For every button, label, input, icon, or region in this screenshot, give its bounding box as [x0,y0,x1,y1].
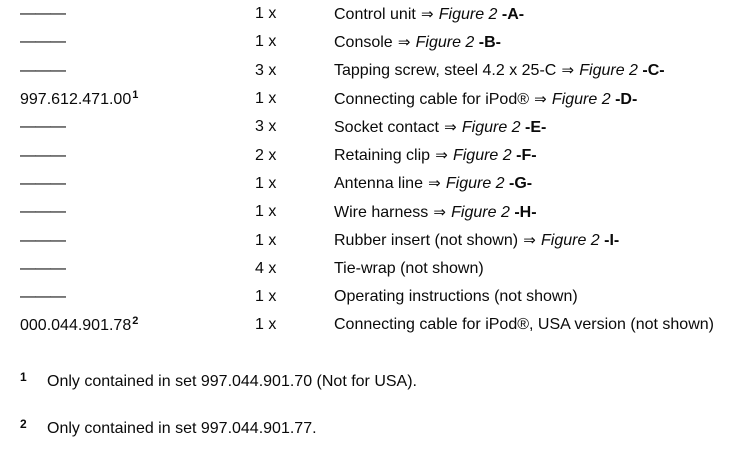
description-text: Operating instructions (not shown) [334,288,578,306]
description [334,226,714,254]
quantity: 1 x [255,231,277,249]
part-number-text: ——— [20,118,65,136]
footnote-number: 1 [20,370,27,384]
description-text: Retaining clip [334,147,431,165]
footnote-text: Only contained in set 997.044.901.77. [47,420,317,437]
parts-row [0,0,714,28]
description-text: Tie-wrap (not shown) [334,259,484,277]
figure-reference: Figure 2 [451,203,510,221]
quantity: 4 x [255,259,277,277]
description [334,0,714,28]
part-number-text: ——— [20,203,65,221]
description [334,57,714,85]
figure-reference: Figure 2 [445,175,505,193]
item-letter: -D- [615,90,638,108]
parts-row [0,311,714,339]
description-text: Connecting cable for iPod®, USA version (not shown) [334,316,714,334]
description-text: Console [334,33,393,51]
arrow-right-icon: ⇒ [519,232,540,250]
part-number [0,255,255,283]
figure-reference: Figure 2 [452,147,512,165]
parts-row [0,113,714,141]
part-number [0,113,255,141]
quantity: 1 x [255,316,277,334]
parts-row [0,283,714,311]
footnote-2 [20,417,317,438]
item-letter: -I- [604,232,620,250]
part-number-text: ——— [20,174,65,192]
item-letter: -C- [642,62,665,80]
part-number [0,28,255,56]
part-number-text: ——— [20,5,65,23]
parts-row [0,198,714,226]
part-number-text: ——— [20,231,65,249]
description [334,28,714,56]
item-letter: -H- [514,203,537,221]
arrow-right-icon: ⇒ [429,203,451,221]
parts-row [0,170,714,198]
description [334,311,714,339]
figure-reference: Figure 2 [551,90,611,108]
description-text: Antenna line [334,175,423,193]
description-text: Wire harness [334,203,429,221]
item-letter: -G- [509,175,533,193]
part-number-text: ——— [20,146,65,164]
part-number-text: 000.044.901.78 [20,317,132,335]
parts-row [0,85,714,113]
part-number [0,226,255,254]
part-number [0,170,255,198]
part-number [0,141,255,169]
description-text: Socket contact [334,118,439,136]
part-number [0,57,255,85]
description-text: Rubber insert (not shown) [334,232,519,250]
item-letter: -A- [501,5,525,23]
part-number-text: ——— [20,259,65,277]
figure-reference: Figure 2 [461,118,521,136]
quantity: 1 x [255,174,277,192]
parts-row [0,255,714,283]
parts-row [0,57,714,85]
part-number [0,85,255,113]
parts-row [0,28,714,56]
quantity: 3 x [255,61,277,79]
description [334,113,714,141]
part-number [0,283,255,311]
quantity: 2 x [255,146,277,164]
item-letter: -F- [516,147,537,165]
part-number-text: 997.612.471.00 [20,91,132,109]
footnote-marker: 1 [132,89,139,102]
description-text: Control unit [334,5,416,23]
figure-reference: Figure 2 [541,232,600,250]
quantity: 1 x [255,288,277,306]
quantity: 1 x [255,5,277,23]
part-number-text: ——— [20,61,65,79]
arrow-right-icon: ⇒ [530,90,551,108]
part-number [0,0,255,28]
quantity: 1 x [255,33,277,51]
footnote-1 [20,370,417,391]
footnote-text: Only contained in set 997.044.901.70 (Not for USA). [47,373,417,390]
parts-row [0,141,714,169]
part-number [0,198,255,226]
arrow-right-icon: ⇒ [431,147,452,165]
figure-reference: Figure 2 [438,5,498,23]
figure-reference: Figure 2 [415,33,475,51]
description [334,198,714,226]
description [334,283,714,311]
item-letter: -E- [525,118,547,136]
footnote-marker: 2 [132,315,139,328]
arrow-right-icon: ⇒ [439,118,461,136]
description [334,255,714,283]
description [334,141,714,169]
description [334,85,714,113]
part-number-text: ——— [20,33,65,51]
footnote-number: 2 [20,417,27,431]
part-number [0,311,255,339]
arrow-right-icon: ⇒ [423,175,445,193]
part-number-text: ——— [20,288,65,306]
parts-row [0,226,714,254]
item-letter: -B- [478,33,501,51]
arrow-right-icon: ⇒ [416,5,438,23]
arrow-right-icon: ⇒ [393,33,415,51]
quantity: 1 x [255,90,277,108]
description-text: Tapping screw, steel 4.2 x 25-C [334,62,557,80]
description-text: Connecting cable for iPod® [334,90,530,108]
quantity: 3 x [255,118,277,136]
quantity: 1 x [255,203,277,221]
arrow-right-icon: ⇒ [557,62,579,80]
figure-reference: Figure 2 [579,62,638,80]
description [334,170,714,198]
